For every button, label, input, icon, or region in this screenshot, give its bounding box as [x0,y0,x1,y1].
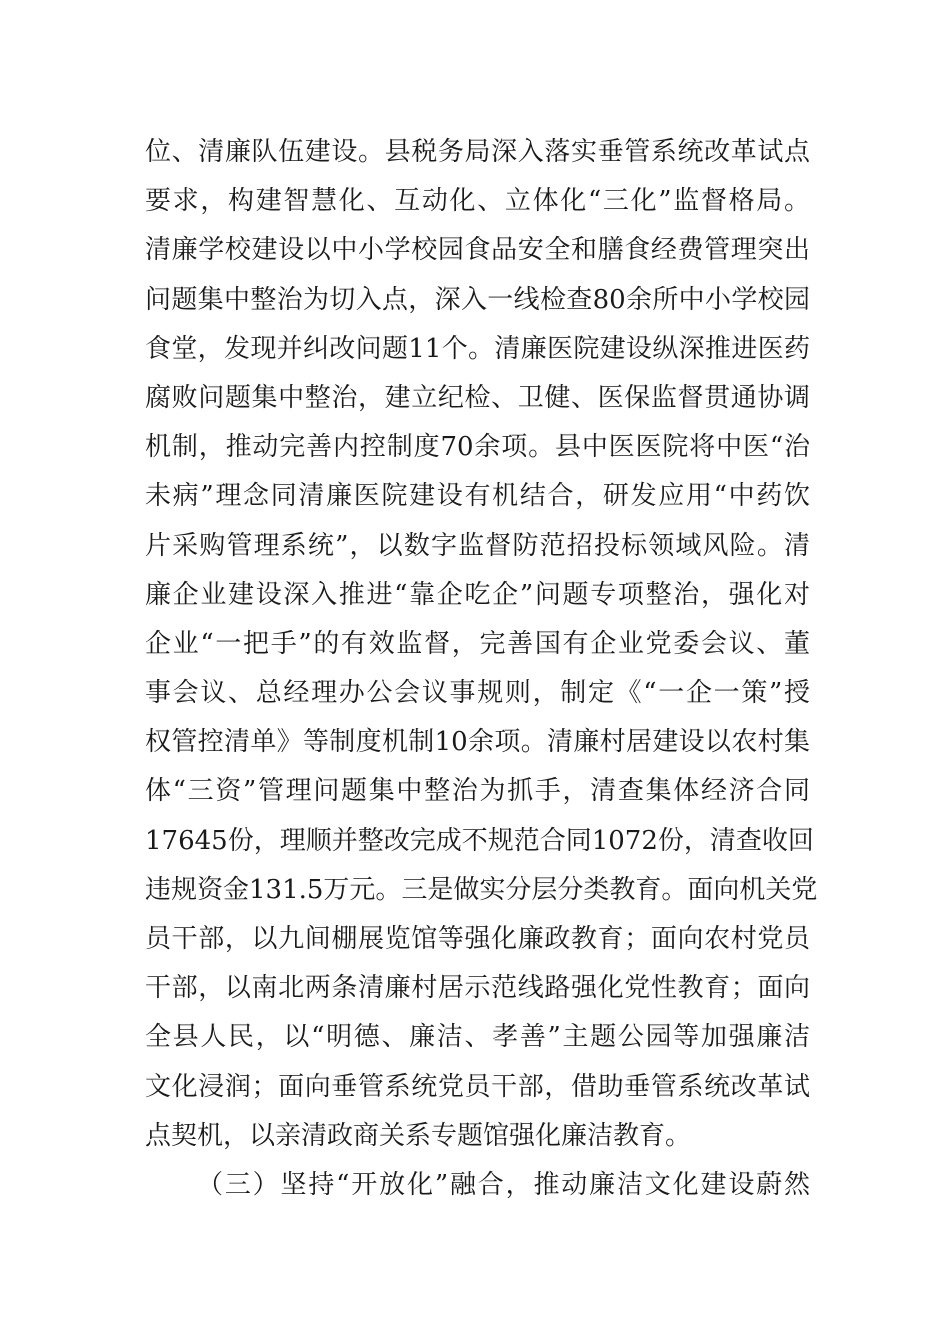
section-heading: （三）坚持“开放化”融合，推动廉洁文化建设蔚然 [197,1169,810,1200]
paragraph-line: 未病”理念同清廉医院建设有机结合，研发应用“中药饮 [145,481,810,512]
paragraph-line: 机制，推动完善内控制度70余项。县中医医院将中医“治 [145,432,810,463]
paragraph-line: 文化浸润；面向垂管系统党员干部，借助垂管系统改革试 [145,1071,810,1102]
paragraph-line: 食堂，发现并纠改问题11个。清廉医院建设纵深推进医药 [145,333,810,364]
paragraph-line: 片采购管理系统”，以数字监督防范招投标领域风险。清 [145,530,810,561]
paragraph-line: 位、清廉队伍建设。县税务局深入落实垂管系统改革试点 [145,137,810,167]
paragraph-line-last: 点契机，以亲清政商关系专题馆强化廉洁教育。 [145,1120,692,1151]
body-text [145,128,818,1210]
paragraph-line: 要求，构建智慧化、互动化、立体化“三化”监督格局。 [145,186,810,217]
paragraph-line: 廉企业建设深入推进“靠企吃企”问题专项整治，强化对 [145,579,810,610]
paragraph-line: 问题集中整治为切入点，深入一线检查80余所中小学校园 [145,284,810,315]
paragraph-line: 清廉学校建设以中小学校园食品安全和膳食经费管理突出 [145,235,810,266]
paragraph-line: 企业“一把手”的有效监督，完善国有企业党委会议、董 [145,628,810,659]
paragraph-line: 事会议、总经理办公会议事规则，制定《“一企一策”授 [145,678,810,709]
paragraph-line: 权管控清单》等制度机制10余项。清廉村居建设以农村集 [145,727,810,758]
paragraph-line: 员干部，以九间棚展览馆等强化廉政教育；面向农村党员 [145,924,810,954]
paragraph-line: 腐败问题集中整治，建立纪检、卫健、医保监督贯通协调 [145,382,810,413]
paragraph-line: 体“三资”管理问题集中整治为抓手，清查集体经济合同 [145,776,810,807]
paragraph-line: 干部，以南北两条清廉村居示范线路强化党性教育；面向 [145,973,810,1004]
paragraph-line: 违规资金131.5万元。三是做实分层分类教育。面向机关党 [145,874,818,905]
paragraph-line: 17645份，理顺并整改完成不规范合同1072份，清查收回 [145,825,814,856]
paragraph-line: 全县人民，以“明德、廉洁、孝善”主题公园等加强廉洁 [145,1022,810,1053]
